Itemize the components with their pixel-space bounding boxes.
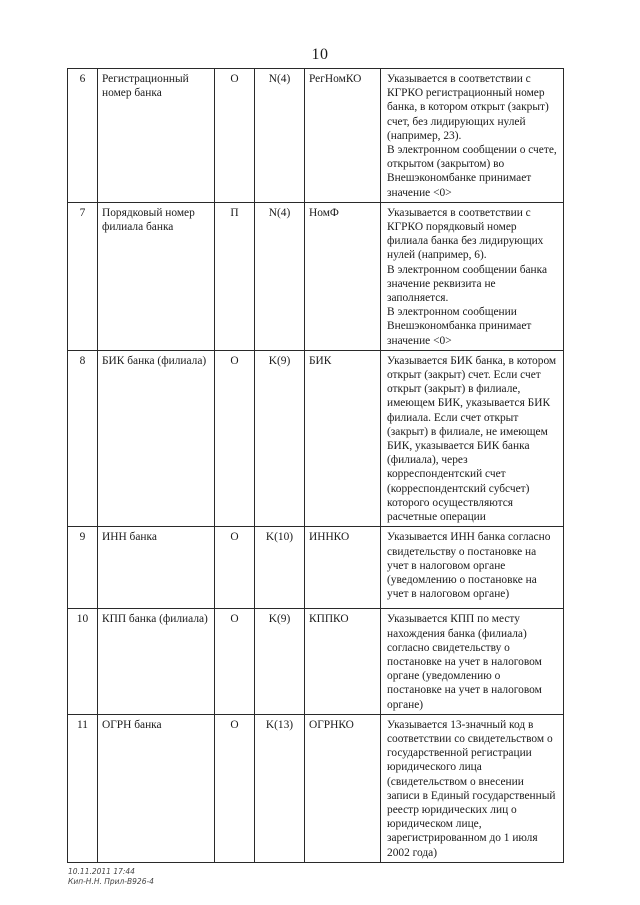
document-footer xyxy=(68,867,154,887)
requisite-name-cell: Порядковый номер филиала банка xyxy=(98,202,215,350)
requisite-name-cell: БИК банка (филиала) xyxy=(98,350,215,526)
table-row xyxy=(68,609,564,714)
row-number-cell: 6 xyxy=(68,69,98,203)
footer-doc-id: Кип-Н.Н. Прил-В926-4 xyxy=(68,877,154,886)
requisite-name-cell: КПП банка (филиала) xyxy=(98,609,215,714)
table-row xyxy=(68,350,564,526)
table-row xyxy=(68,202,564,350)
requisite-format-cell: N(4) xyxy=(255,69,305,203)
requisite-code-cell: РегНомКО xyxy=(305,69,381,203)
footer-timestamp: 10.11.2011 17:44 xyxy=(68,867,135,876)
description-paragraph: Указывается ИНН банка согласно свидетельству о постановке на учет в налоговом органе (уведомлению о постановке на учет в налоговом органе) xyxy=(387,531,551,601)
requisite-required-cell: О xyxy=(215,69,255,203)
requisite-format-cell: K(9) xyxy=(255,350,305,526)
requisite-format-cell: K(9) xyxy=(255,609,305,714)
requisites-table xyxy=(67,68,564,863)
requisite-description-cell xyxy=(381,69,564,203)
description-paragraph: Указывается в соответствии с КГРКО порядковый номер филиала банка без лидирующих нулей (например, 6). xyxy=(387,206,544,262)
row-number-cell: 10 xyxy=(68,609,98,714)
requisite-code-cell: ОГРНКО xyxy=(305,714,381,862)
description-paragraph: Указывается 13-значный код в соответствии со свидетельством о государственной регистрации юридического лица (свидетельством о внесении записи в Единый государственный реестр юридических лиц о юридическом лице, зарегистрированном до 1 июля 2002 года) xyxy=(387,718,556,859)
requisite-required-cell: О xyxy=(215,714,255,862)
row-number-cell: 8 xyxy=(68,350,98,526)
requisite-required-cell: О xyxy=(215,350,255,526)
requisite-description-cell xyxy=(381,202,564,350)
requisite-description-cell xyxy=(381,527,564,609)
requisite-format-cell: K(13) xyxy=(255,714,305,862)
table-row xyxy=(68,69,564,203)
description-paragraph: В электронном сообщении Внешэкономбанка принимает значение <0> xyxy=(387,306,532,347)
requisite-code-cell: НомФ xyxy=(305,202,381,350)
requisite-name-cell: ИНН банка xyxy=(98,527,215,609)
requisite-code-cell: БИК xyxy=(305,350,381,526)
requisite-format-cell: N(4) xyxy=(255,202,305,350)
requisite-description-cell xyxy=(381,714,564,862)
table-row xyxy=(68,714,564,862)
row-number-cell: 9 xyxy=(68,527,98,609)
description-paragraph: Указывается БИК банка, в котором открыт (закрыт) счет. Если счет открыт (закрыт) в филиале, имеющем БИК, указывается БИК филиала. Если счет открыт (закрыт) в филиале, не имеющем БИК, указывается БИК банка (филиала), через корреспондентский счет (корреспондентский субсчет) которого осуществляются расчетные операции xyxy=(387,354,557,524)
requisite-name-cell: Регистрационный номер банка xyxy=(98,69,215,203)
row-number-cell: 7 xyxy=(68,202,98,350)
requisite-description-cell xyxy=(381,350,564,526)
row-number-cell: 11 xyxy=(68,714,98,862)
description-paragraph: Указывается в соответствии с КГРКО регистрационный номер банка, в котором открыт (закрыт) счет, без лидирующих нулей (например, 23). xyxy=(387,73,549,142)
requisite-required-cell: О xyxy=(215,609,255,714)
description-paragraph: Указывается КПП по месту нахождения банка (филиала) согласно свидетельству о постановке на учет в налоговом органе (уведомлению о постановке на учет в налоговом органе) xyxy=(387,613,542,711)
requisite-format-cell: K(10) xyxy=(255,527,305,609)
table-row xyxy=(68,527,564,609)
description-paragraph: В электронном сообщении банка значение реквизита не заполняется. xyxy=(387,263,548,305)
requisite-description-cell xyxy=(381,609,564,714)
requisite-code-cell: ИННКО xyxy=(305,527,381,609)
requisite-required-cell: П xyxy=(215,202,255,350)
requisites-table-body xyxy=(68,69,564,863)
requisite-required-cell: О xyxy=(215,527,255,609)
page-number: 10 xyxy=(311,46,329,63)
description-paragraph: В электронном сообщении о счете, открытом (закрытом) во Внешэкономбанке принимает значение <0> xyxy=(387,144,557,199)
requisite-name-cell: ОГРН банка xyxy=(98,714,215,862)
requisite-code-cell: КППКО xyxy=(305,609,381,714)
